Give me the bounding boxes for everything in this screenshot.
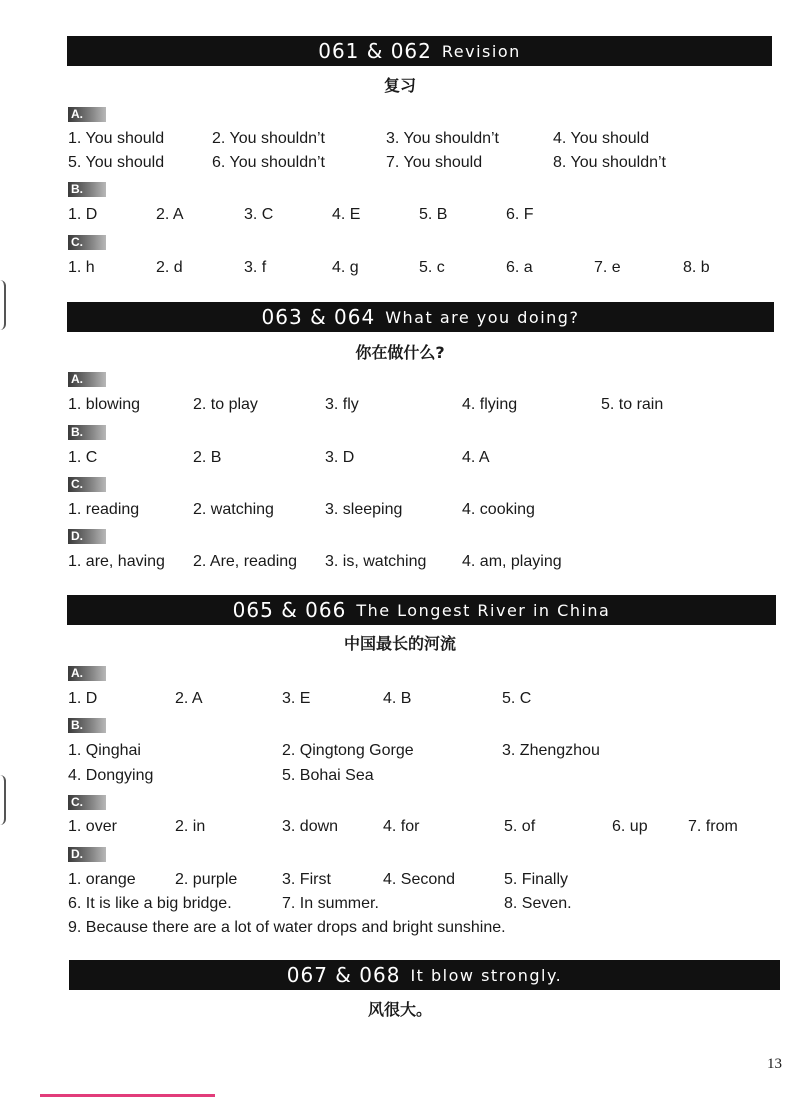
answer-item: 1. C	[68, 449, 98, 466]
answer-item: 8. b	[683, 259, 710, 276]
answer-item: 8. Seven.	[504, 895, 572, 912]
answer-item: 4. A	[462, 449, 490, 466]
answer-item: 7. e	[594, 259, 621, 276]
answer-item: 3. f	[244, 259, 267, 276]
answer-item: 4. Second	[383, 871, 456, 888]
answer-row	[0, 501, 800, 521]
answer-item: 3. First	[282, 871, 331, 888]
answer-item: 4. E	[332, 206, 361, 223]
answer-item: 3. D	[325, 449, 355, 466]
answer-item: 5. Finally	[504, 871, 569, 888]
answer-item: 5. C	[502, 690, 532, 707]
answer-item: 4. am, playing	[462, 553, 562, 570]
binding-mark	[0, 280, 6, 330]
answer-item: 6. up	[612, 818, 648, 835]
answer-item: 1. orange	[68, 871, 136, 888]
answer-item: 5. c	[419, 259, 445, 276]
answer-item: 4. flying	[462, 396, 518, 413]
answer-item: 1. D	[68, 690, 98, 707]
answer-item: 4. Dongying	[68, 767, 154, 784]
answer-item: 2. A	[175, 690, 203, 707]
exercise-label: D.	[68, 529, 106, 544]
answer-item: 5. of	[504, 818, 536, 835]
exercise-label: D.	[68, 847, 106, 862]
exercise-label: C.	[68, 477, 106, 492]
section-header-bar	[69, 960, 780, 990]
section-number: 067 & 068	[286, 963, 401, 987]
exercise-label: C.	[68, 795, 106, 810]
answer-item: 5. B	[419, 206, 448, 223]
answer-row	[0, 154, 800, 174]
section-title: Revision	[441, 41, 521, 61]
section-header-bar	[67, 595, 776, 625]
answer-item: 8. You shouldn’t	[553, 154, 666, 171]
section-number: 065 & 066	[232, 598, 347, 622]
page-number: 13	[767, 1056, 782, 1072]
answer-item: 1. are, having	[68, 553, 165, 570]
answer-item: 6. You shouldn’t	[212, 154, 325, 171]
section-chinese-title: 风很大。	[367, 1000, 432, 1019]
answer-item: 3. Zhengzhou	[502, 742, 600, 759]
answer-row	[0, 895, 800, 915]
section-number: 063 & 064	[261, 305, 376, 329]
answer-row	[0, 449, 800, 469]
answer-row	[0, 553, 800, 573]
answer-item: 2. A	[156, 206, 184, 223]
answer-item: 2. in	[175, 818, 206, 835]
exercise-label: B.	[68, 425, 106, 440]
bottom-accent-line	[40, 1094, 215, 1097]
section-title: What are you doing?	[385, 307, 580, 327]
binding-mark	[0, 775, 6, 825]
answer-item: 3. E	[282, 690, 311, 707]
answer-item: 3. is, watching	[325, 553, 427, 570]
answer-item: 7. from	[688, 818, 738, 835]
answer-item: 3. fly	[325, 396, 359, 413]
section-header-bar	[67, 302, 774, 332]
answer-item: 5. You should	[68, 154, 165, 171]
answer-item: 7. You should	[386, 154, 483, 171]
answer-row	[0, 818, 800, 838]
exercise-label: B.	[68, 718, 106, 733]
answer-item: 1. You should	[68, 130, 165, 147]
exercise-label: A.	[68, 107, 106, 122]
section-chinese-title: 中国最长的河流	[343, 634, 456, 653]
answer-item: 3. sleeping	[325, 501, 403, 518]
answer-item: 2. B	[193, 449, 222, 466]
answer-row	[0, 871, 800, 891]
answer-item: 4. B	[383, 690, 412, 707]
section-number: 061 & 062	[318, 39, 432, 63]
answer-row	[0, 259, 800, 279]
answer-item: 2. Are, reading	[193, 553, 298, 570]
answer-item: 2. d	[156, 259, 183, 276]
answer-item: 1. reading	[68, 501, 140, 518]
answer-item: 1. Qinghai	[68, 742, 141, 759]
answer-item: 3. You shouldn’t	[386, 130, 499, 147]
answer-item: 1. D	[68, 206, 98, 223]
answer-item: 9. Because there are a lot of water drops and bright sunshine.	[68, 919, 506, 936]
section-chinese-title: 复习	[383, 76, 416, 95]
section-chinese-title: 你在做什么?	[355, 343, 445, 362]
answer-row	[0, 206, 800, 226]
answer-item: 5. Bohai Sea	[282, 767, 374, 784]
answer-item: 7. In summer.	[282, 895, 379, 912]
answer-item: 1. over	[68, 818, 117, 835]
answer-item: 2. You shouldn’t	[212, 130, 325, 147]
answer-item: 4. cooking	[462, 501, 535, 518]
answer-item: 5. to rain	[601, 396, 664, 413]
section-title: The Longest River in China	[356, 600, 611, 620]
answer-item: 1. h	[68, 259, 95, 276]
answer-row	[0, 130, 800, 150]
exercise-label: A.	[68, 372, 106, 387]
section-header-bar	[67, 36, 772, 66]
answer-item: 3. down	[282, 818, 339, 835]
answer-item: 2. Qingtong Gorge	[282, 742, 414, 759]
answer-row	[0, 690, 800, 710]
answer-row	[0, 919, 800, 939]
answer-item: 2. purple	[175, 871, 238, 888]
answer-item: 4. g	[332, 259, 359, 276]
exercise-label: B.	[68, 182, 106, 197]
answer-item: 1. blowing	[68, 396, 141, 413]
answer-row	[0, 767, 800, 787]
exercise-label: A.	[68, 666, 106, 681]
exercise-label: C.	[68, 235, 106, 250]
answer-item: 2. watching	[193, 501, 274, 518]
answer-item: 4. You should	[553, 130, 650, 147]
answer-row	[0, 742, 800, 762]
section-title: It blow strongly.	[410, 965, 563, 985]
answer-item: 4. for	[383, 818, 420, 835]
answer-row	[0, 396, 800, 416]
answer-item: 3. C	[244, 206, 274, 223]
answer-item: 6. It is like a big bridge.	[68, 895, 232, 912]
answer-item: 2. to play	[193, 396, 258, 413]
answer-item: 6. F	[506, 206, 534, 223]
answer-item: 6. a	[506, 259, 533, 276]
